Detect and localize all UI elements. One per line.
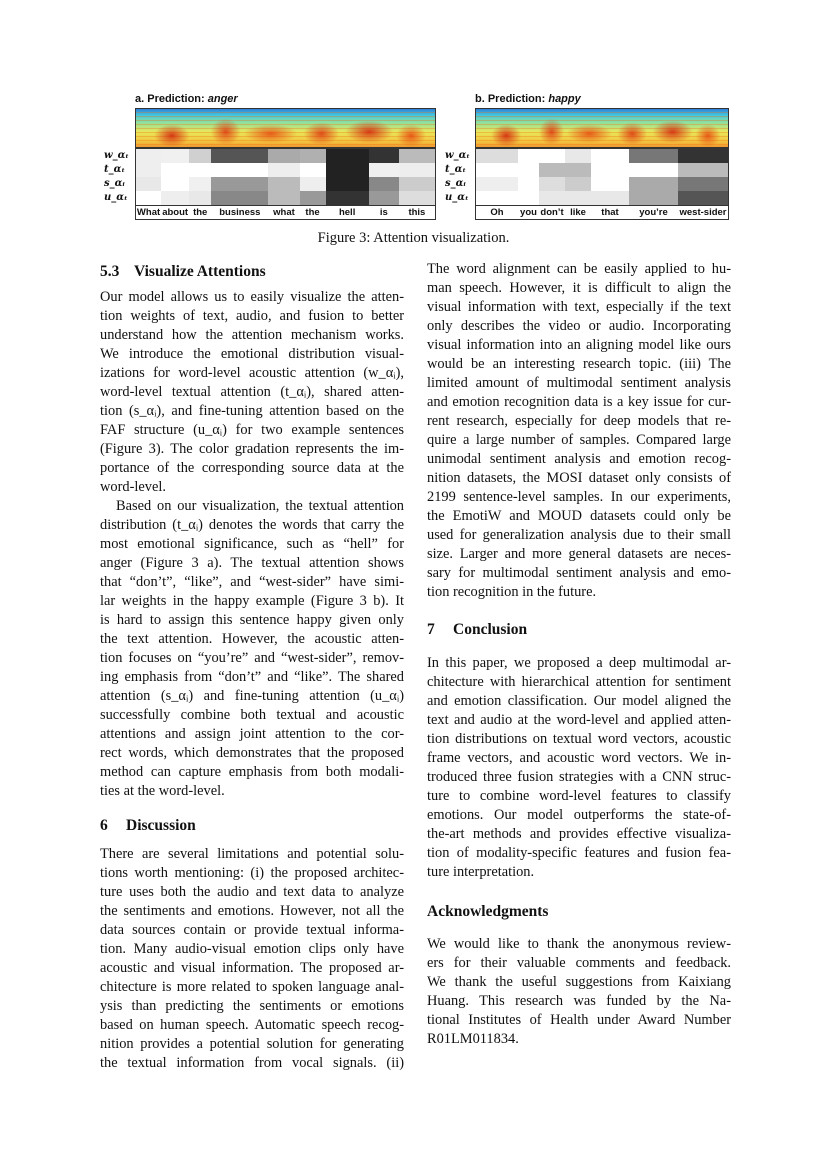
row-label: w_αₜ [104, 150, 130, 161]
text-line: the sentiments and emotions. However, not all the [100, 903, 404, 919]
word-label: business [219, 207, 261, 218]
panel-a-row-labels [104, 149, 129, 205]
text-line: rent research, especially for deep models that re- [427, 413, 731, 429]
text-line: limited amount of multimodal sentiment analysis [427, 375, 731, 391]
heatmap-cell [268, 191, 299, 205]
row-label: u_αₜ [104, 192, 128, 203]
heatmap-cell [189, 191, 211, 205]
heatmap-cell [189, 149, 211, 163]
heatmap-cell [136, 163, 161, 177]
text-line: tion distributions on textual word vectors, acoustic [427, 731, 731, 747]
text-line: Huang. This research was funded by the Na- [427, 993, 731, 1009]
heatmap-cell [629, 177, 678, 191]
heatmap-cell [476, 163, 518, 177]
text-line: the text attention. However, the acoustic atten- [100, 631, 404, 647]
heatmap-cell [300, 177, 326, 191]
section-heading-7 [427, 620, 731, 639]
text-line: the EmotiW and MOUD datasets could only be [427, 508, 731, 524]
text-line: ysis than predicting the sentiments or emotions [100, 998, 404, 1014]
word-label: you’re [639, 207, 668, 218]
word-label: is [379, 207, 388, 218]
text-line: tion of modality-specific features and fusion fea- [427, 845, 731, 861]
heatmap-cell [300, 149, 326, 163]
panel-a-prediction: anger [207, 93, 238, 105]
heatmap-row [476, 177, 728, 191]
right-column [427, 260, 731, 1049]
text-line: FAF structure (u_αᵢ) for two example sentences [100, 422, 404, 438]
text-line: the-art methods and provides effective visualiza- [427, 826, 731, 842]
panel-a-title [135, 93, 238, 105]
section-number: 5.3 [100, 263, 120, 280]
text-line: ture to combine word-level features to classify [427, 788, 731, 804]
heatmap-cell [369, 149, 399, 163]
heatmap-cell [539, 163, 565, 177]
acknowledgments-heading: Acknowledgments [427, 903, 549, 920]
text-line: word-level textual attention (t_αᵢ), shared atten- [100, 384, 404, 400]
text-line: 2199 sentence-level samples. In our experiments, [427, 489, 731, 505]
text-line: acoustic and visual information. The proposed ar- [100, 960, 404, 976]
heatmap-cell [369, 191, 399, 205]
text-line: ture uses both the audio and text data to analyze [100, 884, 404, 900]
heatmap-cell [629, 163, 678, 177]
heatmap-row [136, 191, 435, 205]
section-title: Conclusion [453, 621, 528, 638]
word-row [136, 205, 435, 219]
heatmap-row [476, 149, 728, 163]
text-line: used for generalization analysis due to their small [427, 527, 731, 543]
section-heading-6 [100, 816, 404, 835]
row-label: w_αₜ [445, 150, 471, 161]
text-line: In this paper, we proposed a deep multimodal ar- [427, 655, 731, 671]
text-line: troduced three fusion strategies with a CNN struc- [427, 769, 731, 785]
text-line: emotions. Our model outperforms the state-of- [427, 807, 731, 823]
text-line: chitecture is more related to spoken language anal- [100, 979, 404, 995]
text-line: attentions and assign joint attention to the cor- [100, 726, 404, 742]
panel-a-heatmap [135, 148, 436, 220]
text-line: would be an interesting research topic. (iii) The [427, 356, 731, 372]
text-line: word-level. [100, 479, 166, 495]
text-line: size. Larger and more general datasets are neces- [427, 546, 731, 562]
text-line: Our model allows us to easily visualize the atten- [100, 289, 404, 305]
heatmap-row [476, 191, 728, 205]
paragraph [427, 654, 731, 882]
text-line: distribution (t_αᵢ) denotes the words that carry the [100, 517, 404, 533]
heatmap-cell [476, 177, 518, 191]
text-line: tion. Many audio-visual emotion clips only have [100, 941, 404, 957]
heatmap-cell [399, 177, 435, 191]
text-line: is hard to assign this sentence happy given only [100, 612, 404, 628]
heatmap-cell [326, 149, 369, 163]
text-line: ture interpretation. [427, 864, 535, 880]
heatmap-cell [678, 149, 728, 163]
heatmap-cell [326, 191, 369, 205]
text-line: tional Institutes of Health under Award Number [427, 1012, 731, 1028]
heatmap-cell [678, 191, 728, 205]
text-line: visual information into an aligning model like ours [427, 337, 731, 353]
heatmap-cell [136, 149, 161, 163]
heatmap-row [476, 163, 728, 177]
heatmap-cell [565, 163, 591, 177]
word-label: hell [338, 207, 356, 218]
text-line: ties at the word-level. [100, 783, 225, 799]
heatmap-cell [518, 191, 539, 205]
heatmap-cell [268, 163, 299, 177]
heatmap-cell [565, 149, 591, 163]
panel-b-heatmap [475, 148, 729, 220]
word-row [476, 205, 728, 219]
text-line: quire a large number of samples. Compared large [427, 432, 731, 448]
row-label: t_αₜ [445, 164, 467, 175]
text-line: rect words, which demonstrates that the proposed [100, 745, 404, 761]
word-label: you [520, 207, 537, 218]
heatmap-cell [326, 177, 369, 191]
heatmap-cell [211, 177, 268, 191]
text-line: based on human speech. Automatic speech recog- [100, 1017, 404, 1033]
text-line: tion focuses on “you’re” and “west-sider”, remov- [100, 650, 404, 666]
panel-a-spectrogram [135, 108, 436, 148]
heatmap-cell [211, 163, 268, 177]
heatmap-cell [399, 149, 435, 163]
heatmap-cell [161, 191, 189, 205]
paragraph [100, 845, 404, 1073]
row-label: u_αₜ [445, 192, 469, 203]
text-line: R01LM011834. [427, 1031, 519, 1047]
text-line: method can capture emphasis from both modali- [100, 764, 404, 780]
text-line: chitecture with hierarchical attention for sentiment [427, 674, 731, 690]
row-label: s_αᵢ [104, 178, 125, 189]
paragraph [100, 497, 404, 801]
section-heading-5-3 [100, 262, 404, 281]
heatmap-cell [211, 191, 268, 205]
heatmap-cell [189, 163, 211, 177]
heatmap-cell [161, 177, 189, 191]
heatmap-cell [369, 177, 399, 191]
heatmap-cell [399, 191, 435, 205]
text-line: ing emphasis from “don’t” and “like”. The shared [100, 669, 404, 685]
word-label: this [408, 207, 426, 218]
text-line: (Figure 3). The color gradation represents the im- [100, 441, 404, 457]
text-line: Based on our visualization, the textual attention [116, 498, 404, 514]
word-label: Oh [490, 207, 504, 218]
heatmap-cell [161, 149, 189, 163]
word-label: the [305, 207, 320, 218]
panel-b-spectrogram [475, 108, 729, 148]
heatmap-cell [565, 191, 591, 205]
paragraph [427, 935, 731, 1049]
heatmap-cell [518, 149, 539, 163]
heatmap-cell [326, 163, 369, 177]
section-number: 6 [100, 817, 108, 834]
heatmap-cell [629, 149, 678, 163]
word-label: that [601, 207, 619, 218]
paragraph [100, 288, 404, 497]
heatmap-cell [591, 149, 629, 163]
text-line: and emotion classification. Our model aligned the [427, 693, 731, 709]
text-line: We would like to thank the anonymous review- [427, 936, 731, 952]
text-line: successfully combine both textual and acoustic [100, 707, 404, 723]
heatmap-cell [369, 163, 399, 177]
heatmap-row [136, 149, 435, 163]
text-line: ers for their valuable comments and feedback. [427, 955, 731, 971]
text-line: man speech. However, it is difficult to align the [427, 280, 731, 296]
panel-b-title-prefix: b. Prediction: [475, 93, 549, 105]
panel-b-prediction: happy [548, 93, 581, 105]
row-label: t_αₜ [104, 164, 126, 175]
heatmap-cell [189, 177, 211, 191]
heatmap-cell [161, 163, 189, 177]
heatmap-cell [539, 149, 565, 163]
heatmap-row [136, 177, 435, 191]
word-label: what [273, 207, 295, 218]
word-label: What [136, 207, 161, 218]
text-line: the textual information from vocal signals. (ii) [100, 1055, 404, 1071]
row-label: s_αᵢ [445, 178, 466, 189]
heatmap-cell [565, 177, 591, 191]
heatmap-cell [591, 163, 629, 177]
text-line: text and audio at the word-level and applied atten- [427, 712, 731, 728]
text-line: attention (s_αᵢ) and fine-tuning attention (u_αᵢ) [100, 688, 404, 704]
heatmap-cell [539, 191, 565, 205]
section-number: 7 [427, 621, 435, 638]
section-title: Discussion [126, 817, 196, 834]
text-line: We thank the useful suggestions from Kaixiang [427, 974, 731, 990]
figure-caption: Figure 3: Attention visualization. [317, 230, 510, 246]
text-line: visual information with text, especially if the text [427, 299, 731, 315]
left-column [100, 262, 404, 1073]
heatmap-cell [268, 177, 299, 191]
heatmap-cell [539, 177, 565, 191]
text-line: There are several limitations and potential solu- [100, 846, 404, 862]
heatmap-cell [518, 177, 539, 191]
word-label: west-sider [679, 207, 727, 218]
text-line: We introduce the emotional distribution visual- [100, 346, 404, 362]
text-line: lar weights in the happy example (Figure 3 b). It [100, 593, 404, 609]
text-line: understand how the attention mechanism works. [100, 327, 404, 343]
panel-a-title-prefix: a. Prediction: [135, 93, 208, 105]
text-line: data sources contain or provide textual informa- [100, 922, 404, 938]
text-line: tions worth mentioning: (i) the proposed architec- [100, 865, 404, 881]
text-line: tion recognition in the future. [427, 584, 597, 600]
text-line: tion (s_αᵢ), and fine-tuning attention based on the [100, 403, 404, 419]
heatmap-cell [136, 191, 161, 205]
text-line: nition provides a potential solution for generating [100, 1036, 404, 1052]
word-label: about [162, 207, 189, 218]
heatmap-cell [518, 163, 539, 177]
text-line: that “don’t”, “like”, and “west-sider” have simi- [100, 574, 404, 590]
heatmap-cell [300, 163, 326, 177]
heatmap-cell [591, 177, 629, 191]
word-label: the [193, 207, 208, 218]
panel-b-title [475, 93, 581, 105]
heatmap-cell [211, 149, 268, 163]
text-line: and emotion recognition data is a key issue for cur- [427, 394, 731, 410]
text-line: unimodal sentiment analysis and emotion recog- [427, 451, 731, 467]
text-line: sary for multimodal sentiment analysis and emo- [427, 565, 731, 581]
paragraph [427, 260, 731, 602]
heatmap-row [136, 163, 435, 177]
text-line: frame vectors, and acoustic word vectors. We in- [427, 750, 731, 766]
text-line: most emotional significance, such as “hell” for [100, 536, 404, 552]
heatmap-cell [591, 191, 629, 205]
text-line: anger (Figure 3 a). The textual attention shows [100, 555, 404, 571]
heatmap-cell [678, 177, 728, 191]
text-line: portance of the corresponding source data at the [100, 460, 404, 476]
text-line: izations for word-level acoustic attention (w_αᵢ), [100, 365, 404, 381]
heatmap-cell [678, 163, 728, 177]
heatmap-cell [399, 163, 435, 177]
section-title: Visualize Attentions [134, 263, 266, 280]
heatmap-cell [629, 191, 678, 205]
text-line: tion weights of text, audio, and fusion to better [100, 308, 404, 324]
text-line: nition datasets, the MOSI dataset only consists of [427, 470, 731, 486]
heatmap-cell [476, 149, 518, 163]
panel-b-row-labels [445, 149, 470, 205]
text-line: The word alignment can be easily applied to hu- [427, 261, 731, 277]
word-label: don’t [540, 207, 564, 218]
heatmap-cell [476, 191, 518, 205]
text-line: only describes the video or audio. Incorporating [427, 318, 731, 334]
heatmap-cell [136, 177, 161, 191]
heatmap-cell [300, 191, 326, 205]
heatmap-cell [268, 149, 299, 163]
word-label: like [570, 207, 586, 218]
